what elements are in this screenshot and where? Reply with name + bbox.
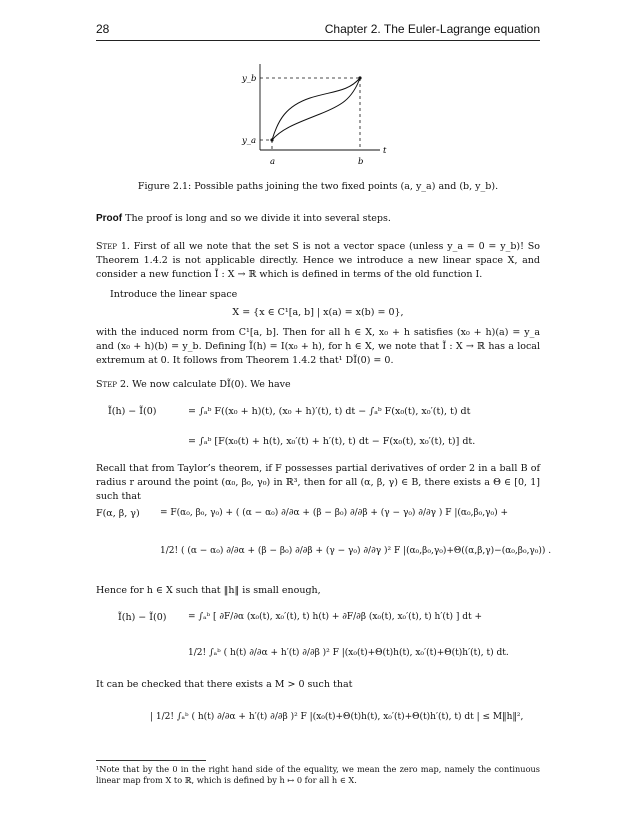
label-a: a	[270, 157, 276, 167]
taylor-rhs1: = F(α₀, β₀, γ₀) + ( (α − α₀) ∂/∂α + (β − β₀) ∂/∂β + (γ − γ₀) ∂/∂γ ) F |(α₀,β₀,γ₀) +	[160, 508, 509, 518]
bound-inequality: | 1/2! ∫ₐᵇ ( h(t) ∂/∂α + h′(t) ∂/∂β )² F |(x₀(t)+Θ(t)h(t), x₀′(t)+Θ(t)h′(t), t) dt | ≤ M‖h‖²,	[150, 712, 524, 722]
point-a-ya	[270, 138, 273, 141]
page-number: 28	[96, 22, 110, 36]
step1-text: First of all we note that the set S is not a vector space (unless y_a = 0 = y_b)! So Theorem 1.4.2 is not applicable directly. Hence we introduce a new linear space X, and consider a new function Ĩ : X → ℝ which is defined in terms of the old function I.	[96, 241, 540, 280]
taylor-lhs: F(α, β, γ)	[96, 508, 140, 519]
running-header	[96, 18, 540, 41]
hence-rhs2: 1/2! ∫ₐᵇ ( h(t) ∂/∂α + h′(t) ∂/∂β )² F |(x₀(t)+Θ(t)h(t), x₀′(t)+Θ(t)h′(t), t) dt.	[188, 648, 509, 658]
step1-label: Step 1.	[96, 241, 130, 252]
paths-figure	[220, 58, 400, 178]
step2-text: We now calculate DĨ(0). We have	[132, 379, 291, 390]
space-definition: X = {x ∈ C¹[a, b] | x(a) = x(b) = 0},	[232, 307, 404, 318]
footnote-rule	[96, 760, 206, 761]
step2-paragraph	[96, 378, 540, 392]
taylor-paragraph: Recall that from Taylor’s theorem, if F possesses partial derivatives of order 2 in a ball B of radius r around the point (α₀, β₀, γ₀) in ℝ³, then for all (α, β, γ) ∈ B, there exists a Θ ∈ [0, 1] such that	[96, 463, 540, 502]
proof-intro: The proof is long and so we divide it into several steps.	[125, 213, 391, 224]
step1-after: with the induced norm from C¹[a, b]. Then for all h ∈ X, x₀ + h satisfies (x₀ + h)(a) = y_a and (x₀ + h)(b) = y_b. Defining Ĩ(h) = I(x₀ + h), for h ∈ X, we note that Ĩ : X → ℝ has a local extremum at 0. It follows from Theorem 1.4.2 that¹ DĨ(0) = 0.	[96, 327, 540, 366]
taylor-rhs2: 1/2! ( (α − α₀) ∂/∂α + (β − β₀) ∂/∂β + (γ − γ₀) ∂/∂γ )² F |(α₀,β₀,γ₀)+Θ((α,β,γ)−(α₀,β₀,γ₀)) .	[160, 546, 552, 556]
hence-paragraph: Hence for h ∈ X such that ‖h‖ is small enough,	[96, 585, 321, 596]
proof-heading: Proof	[96, 213, 123, 224]
eq1-rhs: = ∫ₐᵇ F((x₀ + h)(t), (x₀ + h)′(t), t) dt − ∫ₐᵇ F(x₀(t), x₀′(t), t) dt	[188, 406, 471, 417]
footnote: ¹Note that by the 0 in the right hand side of the equality, we mean the zero map, namely the continuous linear map from X to ℝ, which is defined by h ↦ 0 for all h ∈ X.	[96, 764, 540, 785]
chapter-title: Chapter 2. The Euler-Lagrange equation	[324, 22, 540, 36]
hence-rhs1: = ∫ₐᵇ [ ∂F/∂α (x₀(t), x₀′(t), t) h(t) + ∂F/∂β (x₀(t), x₀′(t), t) h′(t) ] dt +	[188, 612, 483, 622]
figure-caption: Figure 2.1: Possible paths joining the two fixed points (a, y_a) and (b, y_b).	[137, 181, 499, 192]
step2-label: Step 2.	[96, 379, 130, 390]
eq2-rhs: = ∫ₐᵇ [F(x₀(t) + h(t), x₀′(t) + h′(t), t) dt − F(x₀(t), x₀′(t), t)] dt.	[188, 436, 476, 447]
label-ya: y_a	[242, 136, 257, 146]
checked-paragraph: It can be checked that there exists a M > 0 such that	[96, 679, 353, 690]
label-t: t	[383, 146, 387, 156]
path-upper	[272, 78, 360, 140]
label-b: b	[358, 157, 364, 167]
point-b-yb	[358, 76, 361, 79]
hence-lhs: Ĩ(h) − Ĩ(0)	[118, 612, 167, 623]
eq1-lhs: Ĩ(h) − Ĩ(0)	[108, 406, 157, 417]
label-yb: y_b	[242, 74, 257, 84]
step1-paragraph	[96, 240, 540, 282]
linear-space-intro: Introduce the linear space	[110, 289, 238, 300]
proof-paragraph	[96, 212, 540, 226]
